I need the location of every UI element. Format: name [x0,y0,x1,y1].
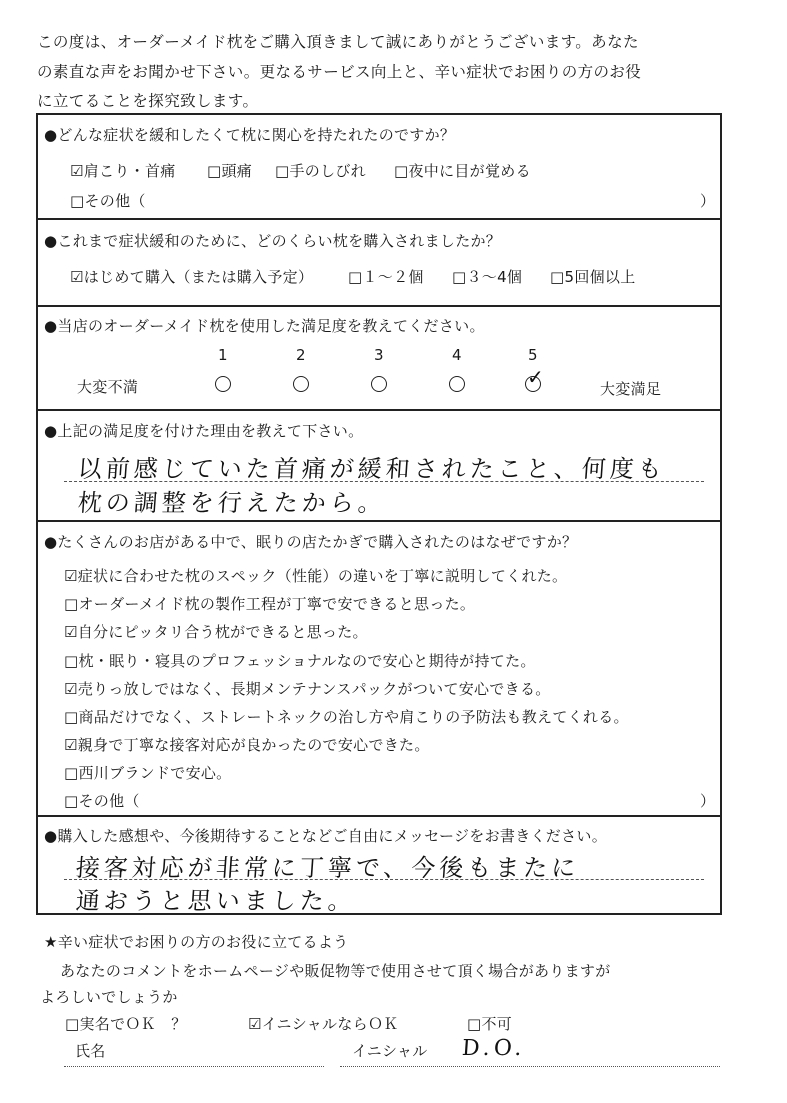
q1-option-shoulder-neck[interactable]: ☑肩こり・首痛 [70,162,176,180]
section-divider [36,218,722,220]
q5-option-perfect-fit[interactable]: ☑自分にピッタリ合う枕ができると思った。 [64,623,368,641]
q5-option-process[interactable]: □オーダーメイド枕の製作工程が丁寧で安できると思った。 [64,595,476,613]
q2-option-3-4[interactable]: □３～4個 [452,268,523,286]
q2-option-first[interactable]: ☑はじめて購入（または購入予定） [70,268,314,286]
scale-high-label: 大変満足 [600,380,662,398]
q5-option-professional[interactable]: □枕・眠り・寝具のプロフェッショナルなので安心と期待が持てた。 [64,652,536,670]
scale-label-5: 5 [528,346,538,364]
scale-low-label: 大変不満 [77,378,139,396]
rating-radio-1[interactable] [215,376,231,392]
q1-option-waking[interactable]: □夜中に目が覚める [394,162,531,180]
consent-option-initials[interactable]: ☑イニシャルならＯＫ [248,1015,399,1033]
q5-option-prevention[interactable]: □商品だけでなく、ストレートネックの治し方や肩こりの予防法も教えてくれる。 [64,708,629,726]
q4-question: ●上記の満足度を付けた理由を教えて下さい。 [44,422,364,440]
rating-radio-2[interactable] [293,376,309,392]
initial-rule [340,1066,720,1067]
intro-line-2: の素直な声をお聞かせ下さい。更なるサービス向上と、辛い症状でお困りの方のお役 [37,63,642,81]
q6-answer-line-1: 接客対応が非常に丁寧で、今後もまたに [74,854,581,882]
footer-line-2: よろしいでしょうか [40,988,178,1006]
q2-option-5plus[interactable]: □5回個以上 [550,268,636,286]
section-divider [36,409,722,411]
q1-option-headache[interactable]: □頭痛 [207,162,253,180]
q5-option-maintenance[interactable]: ☑売りっ放しではなく、長期メンテナンスパックがついて安心できる。 [64,680,551,698]
scale-label-2: 2 [296,346,306,364]
q6-question: ●購入した感想や、今後期待することなどご自由にメッセージをお書きください。 [44,827,607,845]
intro-line-1: この度は、オーダーメイド枕をご購入頂きまして誠にありがとうございます。あなた [37,33,639,51]
q5-option-service[interactable]: ☑親身で丁寧な接客対応が良かったので安心できた。 [64,736,430,754]
q4-answer-line-1: 以前感じていた首痛が緩和されたこと、何度も [76,455,667,483]
consent-option-decline[interactable]: □不可 [467,1015,513,1033]
rating-radio-4[interactable] [449,376,465,392]
q1-option-other[interactable]: □その他（ [70,192,146,210]
section-divider [36,815,722,817]
check-mark-icon: ✓ [527,365,544,389]
scale-label-4: 4 [452,346,462,364]
initial-value: D.O. [461,1036,527,1061]
scale-label-1: 1 [218,346,228,364]
q1-question: ●どんな症状を緩和したくて枕に関心を持たれたのですか？ [44,126,456,144]
initial-label: イニシャル [352,1042,428,1060]
q1-other-close: ） [700,192,716,210]
footer-heading: ★辛い症状でお困りの方のお役に立てるよう [44,933,349,951]
footer-line-1: あなたのコメントをホームページや販促物等で使用させて頂く場合がありますが [60,962,611,980]
scale-label-3: 3 [374,346,384,364]
q2-option-1-2[interactable]: □１～２個 [348,268,424,286]
q5-other-close: ） [700,792,716,810]
consent-option-real-name[interactable]: □実名でＯＫ ？ [65,1015,187,1033]
q3-question: ●当店のオーダーメイド枕を使用した満足度を教えてください。 [44,317,485,335]
name-label: 氏名 [75,1042,106,1060]
q5-question: ●たくさんのお店がある中で、眠りの店たかぎで購入されたのはなぜですか？ [44,533,578,551]
section-divider [36,520,722,522]
q5-option-explanation[interactable]: ☑症状に合わせた枕のスペック（性能）の違いを丁寧に説明してくれた。 [64,567,568,585]
q2-question: ●これまで症状緩和のために、どのくらい枕を購入されましたか？ [44,232,502,250]
intro-line-3: に立てることを探究致します。 [37,92,259,110]
answer-rule [64,481,704,482]
q6-answer-line-2: 通おうと思いました。 [74,887,357,915]
section-divider [36,305,722,307]
q1-option-numbness[interactable]: □手のしびれ [275,162,366,180]
name-rule [64,1066,324,1067]
q5-option-brand[interactable]: □西川ブランドで安心。 [64,764,232,782]
rating-radio-3[interactable] [371,376,387,392]
q4-answer-line-2: 枕の調整を行えたから。 [76,489,387,517]
answer-rule [64,879,704,880]
q5-option-other[interactable]: □その他（ [64,792,140,810]
